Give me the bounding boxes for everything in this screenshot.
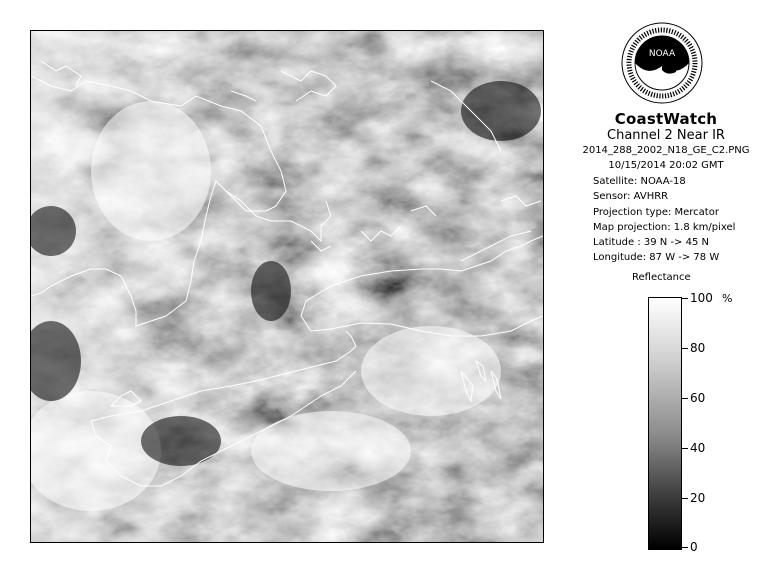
satellite-label: Satellite: NOAA-18	[593, 176, 686, 187]
sensor-label: Sensor: AVHRR	[593, 191, 669, 203]
noaa-logo	[621, 22, 703, 104]
longitude-label: Longitude: 87 W -> 78 W	[593, 252, 720, 264]
metadata-list	[593, 174, 735, 266]
colorbar	[648, 297, 682, 550]
colorbar-tick-label: 0	[690, 540, 698, 554]
colorbar-tick	[682, 348, 688, 349]
colorbar-tick-label: 40	[690, 441, 706, 455]
colorbar-tick-label: 100	[690, 291, 713, 305]
colorbar-title: Reflectance	[632, 272, 691, 283]
projection-type-label: Projection type: Mercator	[593, 206, 719, 218]
app-title: CoastWatch	[614, 110, 718, 128]
latitude-label: Latitude : 39 N -> 45 N	[593, 237, 709, 249]
colorbar-tick-label: 20	[690, 491, 706, 505]
colorbar-tick	[682, 448, 688, 449]
colorbar-tick	[682, 298, 688, 299]
map-projection-label: Map projection: 1.8 km/pixel	[593, 221, 736, 233]
satellite-map	[30, 30, 544, 543]
filename-label: 2014_288_2002_N18_GE_C2.PNG	[582, 145, 750, 156]
info-panel	[566, 110, 766, 173]
colorbar-unit: %	[722, 292, 733, 305]
colorbar-tick	[682, 398, 688, 399]
noaa-logo-text: NOAA	[648, 49, 676, 59]
channel-label: Channel 2 Near IR	[607, 128, 725, 143]
colorbar-tick-label: 80	[690, 341, 706, 355]
datetime-label: 10/15/2014 20:02 GMT	[608, 160, 724, 171]
colorbar-tick	[682, 547, 688, 548]
colorbar-tick	[682, 498, 688, 499]
satellite-image	[31, 31, 543, 542]
colorbar-tick-label: 60	[690, 391, 706, 405]
